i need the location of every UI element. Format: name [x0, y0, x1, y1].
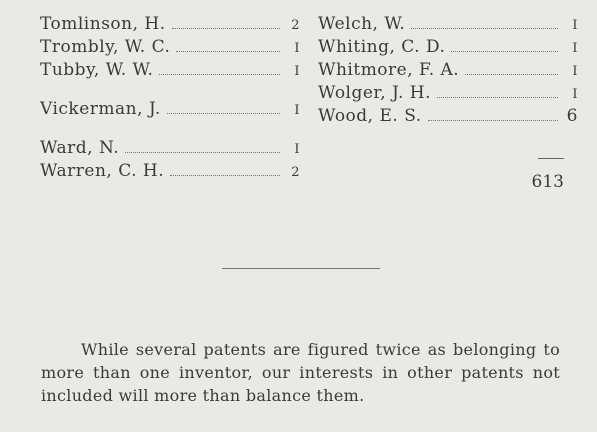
total-count: 613	[531, 172, 564, 192]
list-item	[40, 60, 300, 83]
patent-count: 6	[566, 106, 578, 126]
patent-count: I	[572, 41, 578, 56]
dot-leader	[170, 163, 280, 176]
dot-leader	[172, 16, 280, 29]
patent-count: I	[294, 142, 300, 157]
patent-count: I	[572, 87, 578, 102]
list-item	[318, 106, 578, 129]
list-item	[40, 14, 300, 37]
list-item	[318, 37, 578, 60]
patent-count: 2	[291, 165, 300, 180]
dot-leader	[159, 62, 280, 75]
inventor-list-left	[40, 14, 300, 184]
dot-leader	[437, 85, 558, 98]
inventor-name: Ward, N.	[40, 138, 120, 158]
inventor-name: Whiting, C. D.	[318, 37, 446, 57]
inventor-name: Trombly, W. C.	[40, 37, 171, 57]
list-item	[40, 161, 300, 184]
patent-count: I	[294, 103, 300, 118]
inventor-name: Wolger, J. H.	[318, 83, 432, 103]
dot-leader	[411, 16, 558, 29]
inventor-list-right	[318, 14, 578, 129]
inventor-name: Vickerman, J.	[40, 99, 161, 119]
list-item	[318, 14, 578, 37]
dot-leader	[451, 39, 558, 52]
dot-leader	[465, 62, 558, 75]
list-item	[40, 138, 300, 161]
list-item	[318, 60, 578, 83]
patent-count: I	[294, 41, 300, 56]
dot-leader	[167, 101, 280, 114]
list-item	[318, 83, 578, 106]
footnote-paragraph: While several patents are figured twice as belonging to more than one inventor, our interests in other patents not included will more than balance them.	[41, 340, 560, 405]
patent-count: I	[572, 18, 578, 33]
dot-leader	[428, 108, 558, 121]
inventor-name: Warren, C. H.	[40, 161, 165, 181]
dot-leader	[125, 140, 280, 153]
inventor-name: Welch, W.	[318, 14, 406, 34]
inventor-name: Wood, E. S.	[318, 106, 422, 126]
inventor-name: Whitmore, F. A.	[318, 60, 460, 80]
dot-leader	[176, 39, 280, 52]
patent-count: I	[294, 64, 300, 79]
patent-count: I	[572, 64, 578, 79]
inventor-name: Tomlinson, H.	[40, 14, 166, 34]
total-rule	[538, 158, 564, 159]
list-item	[40, 99, 300, 122]
list-item	[40, 37, 300, 60]
inventor-name: Tubby, W. W.	[40, 60, 154, 80]
section-divider	[222, 268, 380, 269]
patent-count: 2	[291, 18, 300, 33]
